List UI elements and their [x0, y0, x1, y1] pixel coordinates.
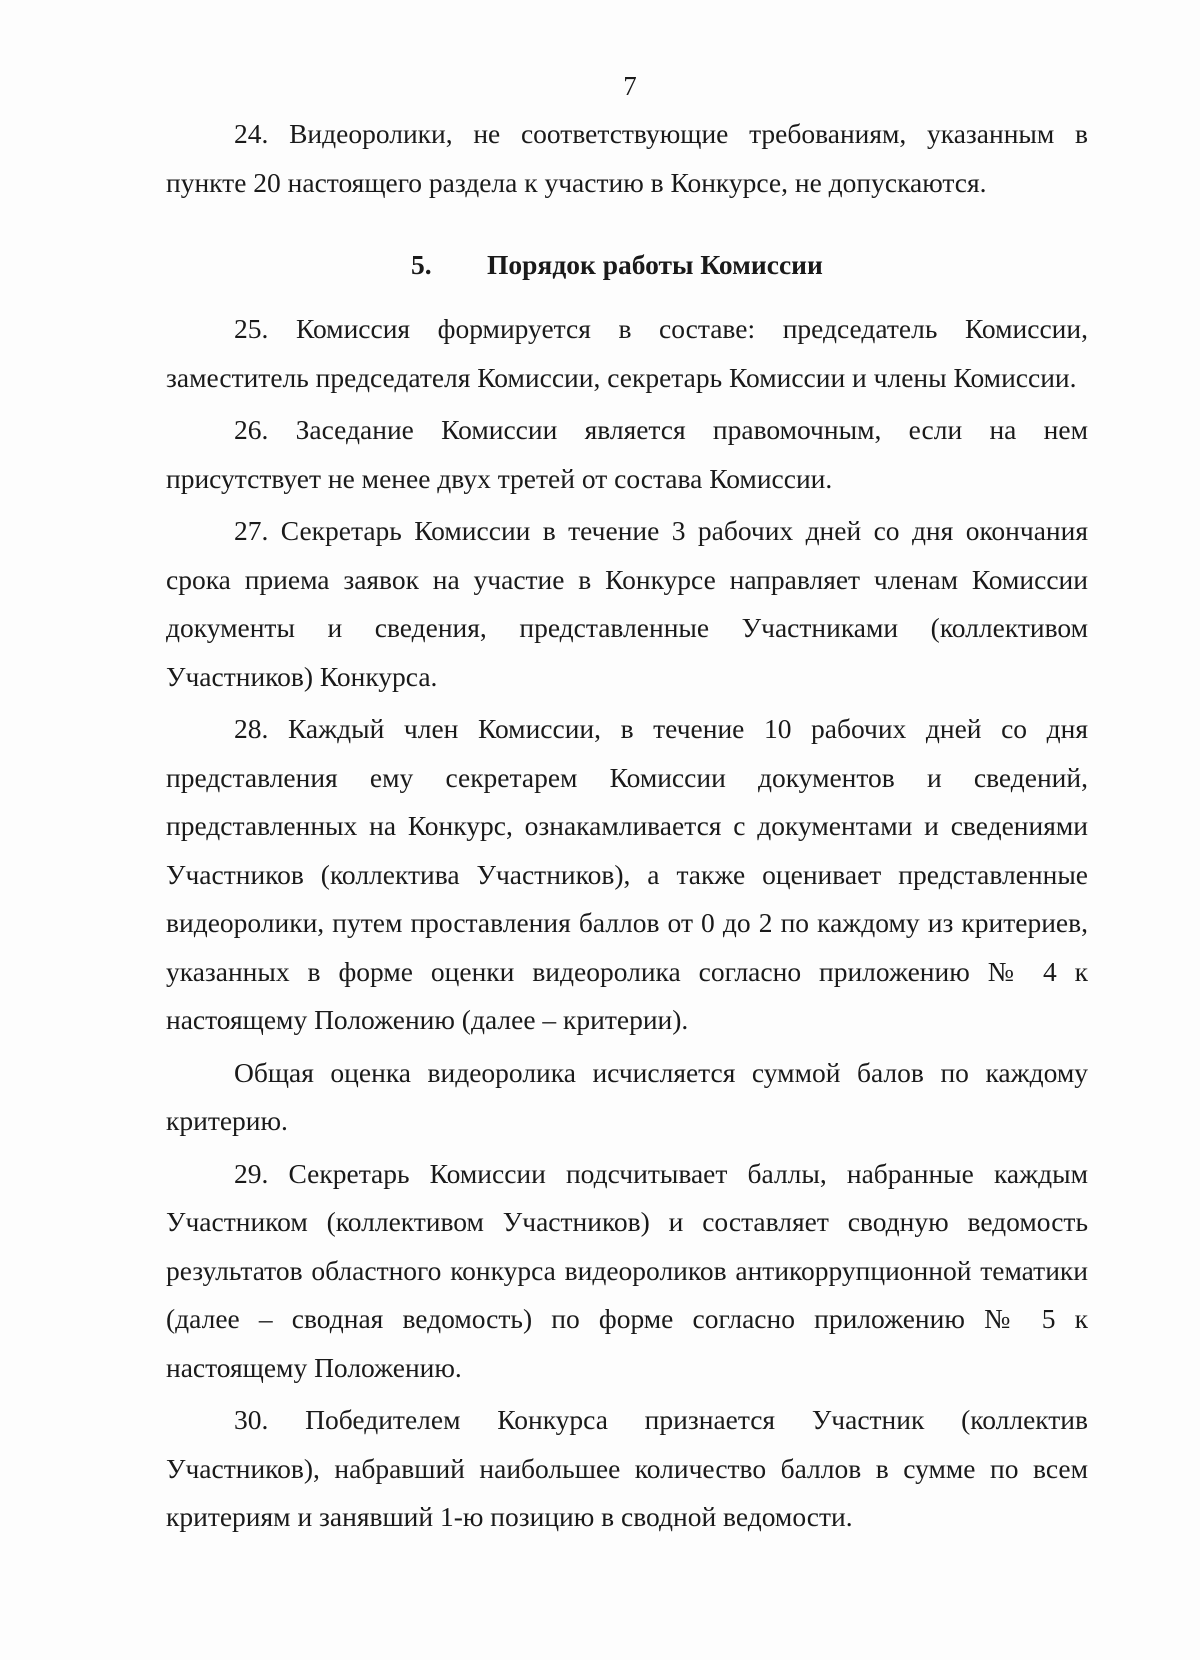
page-number: 7 [623, 71, 637, 101]
paragraph-29: 29. Секретарь Комиссии подсчитывает баллы, набранные каждым Участником (коллективом Участников) и составляет сводную ведомость результатов областного конкурса видеороликов антикоррупционной тематики (далее – сводная ведомость) по форме согласно приложению № 5 к настоящему Положению. [166, 1157, 1088, 1383]
paragraph-25: 25. Комиссия формируется в составе: председатель Комиссии, заместитель председателя Комиссии, секретарь Комиссии и члены Комиссии. [166, 313, 1088, 393]
paragraph-30: 30. Победителем Конкурса признается Участник (коллектив Участников), набравший наибольшее количество баллов в сумме по всем критериям и занявший 1-ю позицию в сводной ведомости. [166, 1404, 1088, 1532]
paragraph-28: 28. Каждый член Комиссии, в течение 10 рабочих дней со дня представления ему секретарем Комиссии документов и сведений, представленных на Конкурс, ознакамливается с документами и сведениями Участников (коллектива Участников), а также оценивает представленные видеоролики, путем проставления баллов от 0 до 2 по каждому из критериев, указанных в форме оценки видеоролика согласно приложению № 4 к настоящему Положению (далее – критерии). [166, 713, 1088, 1035]
section-title: Порядок работы Комиссии [487, 249, 823, 280]
paragraph-27: 27. Секретарь Комиссии в течение 3 рабочих дней со дня окончания срока приема заявок на участие в Конкурсе направляет членам Комиссии документы и сведения, представленные Участниками (коллективом Участников) Конкурса. [166, 515, 1088, 692]
section-heading [166, 241, 1088, 289]
paragraph-28-total: Общая оценка видеоролика исчисляется суммой балов по каждому критерию. [166, 1056, 1088, 1136]
paragraph-26: 26. Заседание Комиссии является правомочным, если на нем присутствует не менее двух третей от состава Комиссии. [166, 414, 1088, 494]
section-number: 5. [411, 249, 432, 280]
paragraph-24: 24. Видеоролики, не соответствующие требованиям, указанным в пункте 20 настоящего раздела к участию в Конкурсе, не допускаются. [166, 118, 1088, 198]
document-body [166, 110, 1088, 1542]
